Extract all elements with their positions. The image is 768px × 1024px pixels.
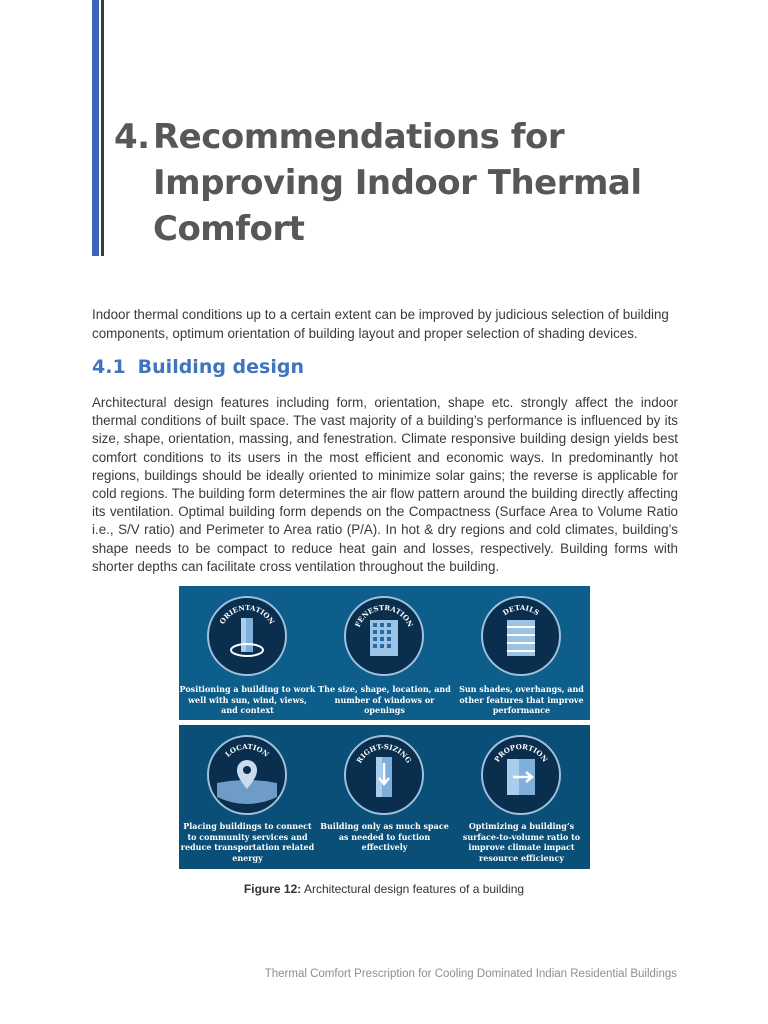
accent-bar [92,0,99,256]
proportion-icon [481,735,561,815]
figure-design-features [179,586,590,869]
feature-cell-orientation [179,586,316,720]
section-title: Building design [137,356,304,378]
arc-label: PROPORTION [492,741,550,764]
orientation-icon [207,596,287,676]
svg-text:DETAILS [501,603,541,617]
arc-label: LOCATION [223,741,271,759]
feature-desc: Optimizing a building’s surface-to-volume ratio to improve climate impact resource efficiency [462,821,581,863]
figure-caption-label: Figure 12: [243,882,302,896]
feature-cell-fenestration [316,586,453,720]
feature-cell-proportion [453,725,590,869]
arc-label: DETAILS [500,602,542,618]
feature-desc: Building only as much space as needed to fuction effectively [320,821,449,852]
feature-desc: Positioning a building to work well with sun, wind, views, and context [179,684,316,715]
figure-caption-text: Architectural design features of a building [301,882,525,896]
feature-desc: Sun shades, overhangs, and other features that improve performance [459,684,584,715]
fenestration-icon [344,596,424,676]
arc-label: ORIENTATION [217,602,277,626]
svg-text:LOCATION [223,742,271,759]
chapter-title: Recommendations for Improving Indoor Thermal Comfort [153,117,642,249]
section-number: 4.1 [92,356,126,378]
feature-desc: Placing buildings to connect to community services and reduce transportation related energy [180,821,315,863]
accent-bar-dark [101,0,104,256]
location-pin-icon [207,735,287,815]
arc-label: FENESTRATION [352,602,416,629]
feature-desc: The size, shape, location, and number of windows or openings [318,684,451,715]
body-paragraph: Architectural design features including form, orientation, shape etc. strongly affect the indoor thermal conditions of built space. The vast majority of a building’s performance is influenced by its size, shape, orientation, massing, and fenestration. Climate responsive building design yields best comfort conditions to its users in the most efficient and economic ways. In predominantly hot regions, buildings should be ideally oriented to minimize solar gains; the reverse is applicable for cold regions. The building form determines the air flow pattern around the building directly affecting its ventilation. Optimal building form depends on the Compactness (Surface Area to Volume Ratio i.e., S/V ratio) and Perimeter to Area ratio (P/A). In hot & dry regions and cold climates, building’s shape needs to be compact to reduce heat gain and losses, respectively. Building forms with shorter depths can facilitate cross ventilation throughout the building. [92,395,678,574]
figure-caption [0,882,768,896]
arc-label: RIGHT-SIZING [354,741,414,765]
feature-cell-location [179,725,316,869]
feature-cell-details [453,586,590,720]
page-footer: Thermal Comfort Prescription for Cooling Dominated Indian Residential Buildings [264,968,677,980]
feature-cell-right-sizing [316,725,453,869]
section-heading [92,356,304,378]
right-sizing-icon [344,735,424,815]
details-icon [481,596,561,676]
chapter-number: 4. [114,117,150,157]
intro-paragraph: Indoor thermal conditions up to a certain extent can be improved by judicious selection of building components, optimum orientation of building layout and proper selection of shading devices. [92,307,669,341]
